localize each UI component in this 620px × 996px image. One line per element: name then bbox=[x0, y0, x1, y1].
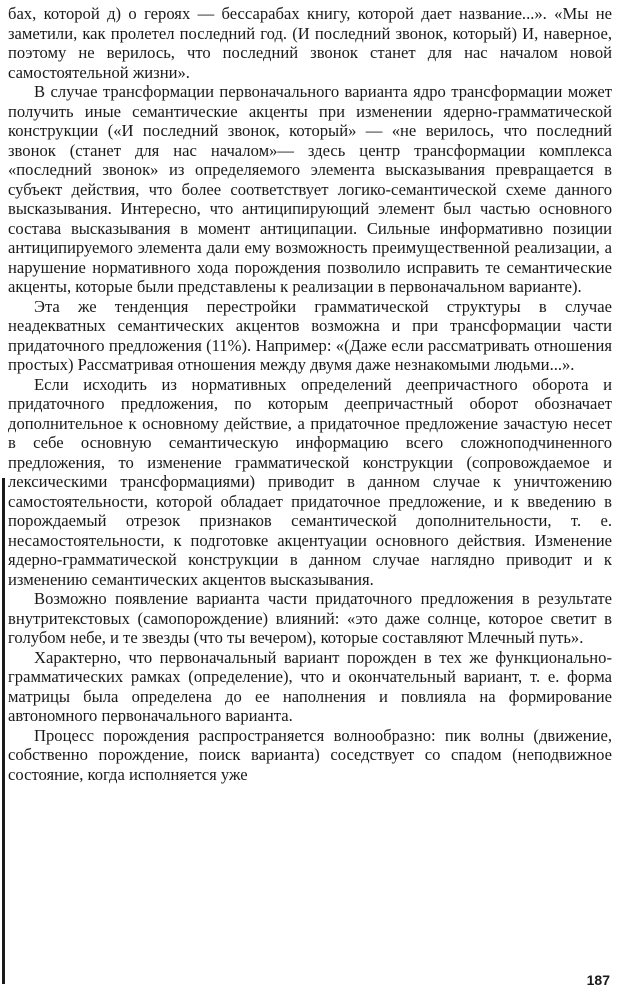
page-number: 187 bbox=[586, 972, 610, 988]
paragraph-2: В случае трансформации первоначального варианта ядро трансформации может получить иные семантические акценты при изменении ядерно-грамматической конструкции («И последний звонок, который» — «не верилось, что последний звонок (станет для нас началом»— здесь центр трансформации комплекса «последний звонок» из определяемого элемента высказывания превращается в субъект действия, что более соответствует логико-семантической схеме данного высказывания. Интересно, что антиципирующий элемент был частью основного состава высказывания в момент антиципации. Сильные информативно позиции антиципируемого элемента дали ему возможность преимущественной реализации, а нарушение нормативного хода порождения позволило исправить те семантические акценты, которые были представлены к реализации в первоначальном варианте). bbox=[8, 82, 612, 296]
margin-mark-line bbox=[2, 478, 5, 984]
paragraph-1: бах, которой д) о героях — бессарабах книгу, которой дает название...». «Мы не заметили, как пролетел последний год. (И последний звонок, который) И, наверное, поэтому не верилось, что последний звонок станет для нас началом новой самостоятельной жизни». bbox=[8, 4, 612, 82]
paragraph-5: Возможно появление варианта части придаточного предложения в результате внутритекстовых (самопорождение) влияний: «это даже солнце, которое светит в голубом небе, и те звезды (что ты вечером), которые составляют Млечный путь». bbox=[8, 589, 612, 647]
paragraph-7: Процесс порождения распространяется волнообразно: пик волны (движение, собственно порождение, поиск варианта) соседствует со спадом (неподвижное состояние, когда исполняется уже bbox=[8, 725, 612, 784]
paragraph-3: Эта же тенденция перестройки грамматической структуры в случае неадекватных семантических акцентов возможна и при трансформации части придаточного предложения (11%). Например: «(Даже если рассматривать отношения простых) Рассматривая отношения между двумя даже незнакомыми людьми...». bbox=[8, 296, 612, 374]
body-text bbox=[8, 4, 612, 784]
paragraph-6: Характерно, что первоначальный вариант порожден в тех же функционально-грамматических рамках (определение), что и окончательный вариант, т. е. форма матрицы была определена до ее наполнения и повлияла на формирование автономного первоначального варианта. bbox=[8, 647, 612, 725]
paragraph-4: Если исходить из нормативных определений деепричастного оборота и придаточного предложения, по которым деепричастный оборот обозначает дополнительное к основному действие, а придаточное предложение зачастую несет в себе основную семантическую информацию всего сложноподчиненного предложения, то изменение грамматической конструкции (сопровождаемое и лексическими трансформациями) приводит в данном случае к уничтожению самостоятельности, которой обладает придаточное предложение, и к введению в порождаемый отрезок признаков семантической дополнительности, т. е. несамостоятельности, к подготовке акцентуации основного действия. Изменение ядерно-грамматической конструкции в данном случае наглядно приводит и к изменению семантических акцентов высказывания. bbox=[8, 374, 612, 589]
